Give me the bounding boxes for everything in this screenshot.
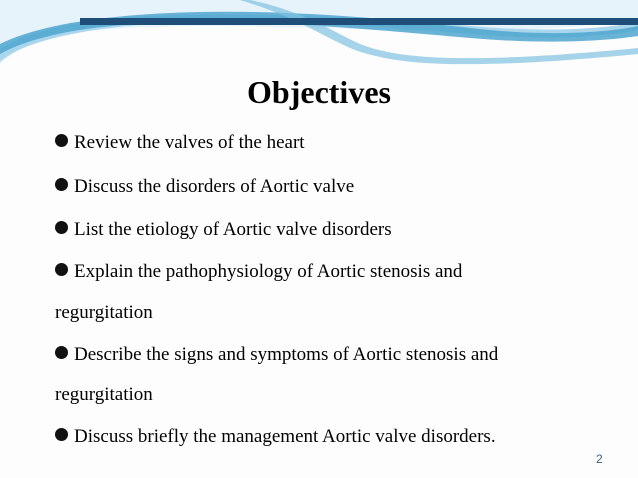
bullet-item xyxy=(55,343,625,367)
bullet-item xyxy=(55,218,625,242)
bullet-text: List the etiology of Aortic valve disorders xyxy=(74,219,392,240)
bullet-dot-icon xyxy=(55,134,68,147)
slide-number: 2 xyxy=(596,452,603,466)
bullet-text: Discuss briefly the management Aortic valve disorders. xyxy=(74,426,496,447)
bullet-dot-icon xyxy=(55,221,68,234)
bullet-continuation: regurgitation xyxy=(55,384,153,405)
bullet-item xyxy=(55,175,625,199)
bullet-item xyxy=(55,131,625,155)
bullet-item xyxy=(55,425,625,449)
bullet-text: Describe the signs and symptoms of Aortic stenosis and xyxy=(74,344,499,365)
slide-title: Objectives xyxy=(247,74,391,110)
bullet-dot-icon xyxy=(55,263,68,276)
bullet-continuation: regurgitation xyxy=(55,302,153,323)
bullet-dot-icon xyxy=(55,428,68,441)
bullet-text: Discuss the disorders of Aortic valve xyxy=(74,176,355,197)
bullet-dot-icon xyxy=(55,178,68,191)
bullet-text: Review the valves of the heart xyxy=(74,132,305,153)
bullet-dot-icon xyxy=(55,346,68,359)
header-wave-decoration xyxy=(0,0,638,80)
bullet-text: Explain the pathophysiology of Aortic stenosis and xyxy=(74,261,463,282)
bullet-item xyxy=(55,260,625,284)
